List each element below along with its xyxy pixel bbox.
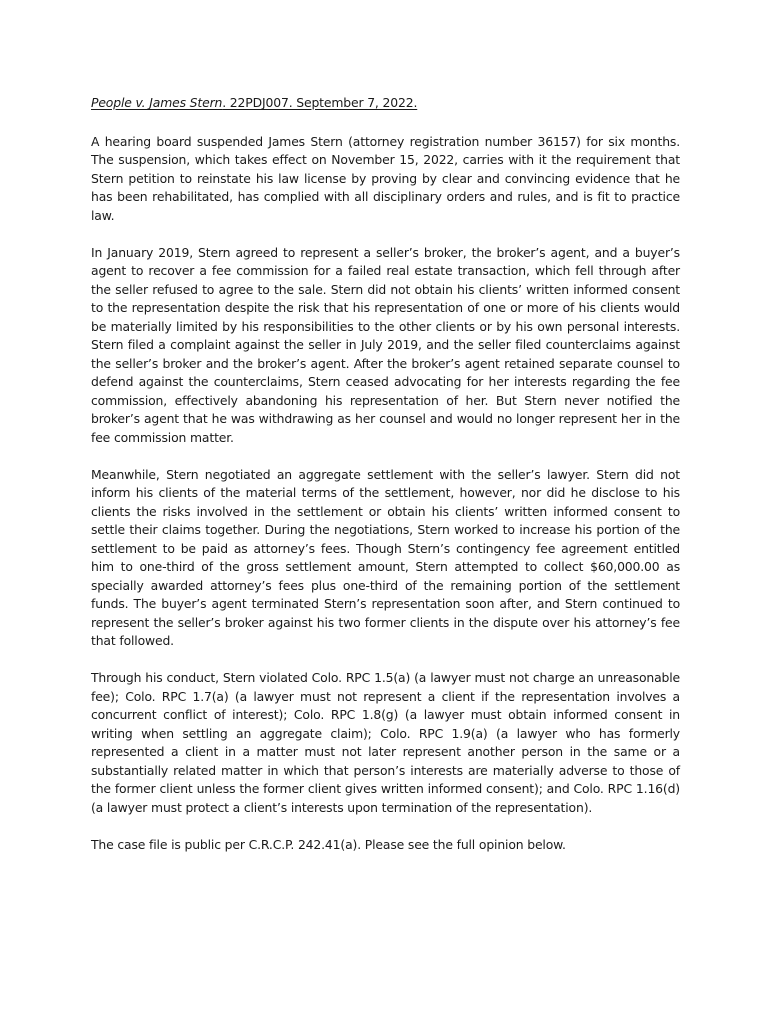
- case-citation-date: . 22PDJ007. September 7, 2022.: [222, 95, 418, 110]
- paragraph-background: In January 2019, Stern agreed to represent a seller’s broker, the broker’s agent, and a buyer’s agent to recover a fee commission for a failed real estate transaction, which fell through after the seller refused to agree to the sale. Stern did not obtain his clients’ written informed consent to the representation despite the risk that his representation of one or more of his clients would be materially limited by his responsibilities to the other clients or by his own personal interests. Stern filed a complaint against the seller in July 2019, and the seller filed counterclaims against the seller’s broker and the broker’s agent. After the broker’s agent retained separate counsel to defend against the counterclaims, Stern ceased advocating for her interests regarding the fee commission, effectively abandoning his representation of her. But Stern never notified the broker’s agent that he was withdrawing as her counsel and would no longer represent her in the fee commission matter.: [91, 244, 680, 445]
- paragraph-summary: A hearing board suspended James Stern (attorney registration number 36157) for six months. The suspension, which takes effect on November 15, 2022, carries with it the requirement that Stern petition to reinstate his law license by proving by clear and convincing evidence that he has been rehabilitated, has complied with all disciplinary orders and rules, and is fit to practice law.: [91, 133, 680, 223]
- document-body: [91, 94, 680, 854]
- paragraph-case-file: The case file is public per C.R.C.P. 242.41(a). Please see the full opinion below.: [91, 836, 566, 852]
- case-heading: [91, 94, 680, 113]
- paragraph-settlement: Meanwhile, Stern negotiated an aggregate settlement with the seller’s lawyer. Stern did not inform his clients of the material terms of the settlement, however, nor did he disclose to his clients the risks involved in the settlement or obtain his clients’ written informed consent to settle their claims together. During the negotiations, Stern worked to increase his portion of the settlement to be paid as attorney’s fees. Though Stern’s contingency fee agreement entitled him to one-third of the gross settlement amount, Stern attempted to collect $60,000.00 as specially awarded attorney’s fees plus one-third of the remaining portion of the settlement funds. The buyer’s agent terminated Stern’s representation soon after, and Stern continued to represent the seller’s broker against his two former clients in the dispute over his attorney’s fee that followed.: [91, 466, 680, 648]
- paragraph-violations: Through his conduct, Stern violated Colo. RPC 1.5(a) (a lawyer must not charge an unreasonable fee); Colo. RPC 1.7(a) (a lawyer must not represent a client if the representation involves a concurrent conflict of interest); Colo. RPC 1.8(g) (a lawyer must obtain informed consent in writing when settling an aggregate claim); Colo. RPC 1.9(a) (a lawyer who has formerly represented a client in a matter must not later represent another person in the same or a substantially related matter in which that person’s interests are materially adverse to those of the former client unless the former client gives written informed consent); and Colo. RPC 1.16(d) (a lawyer must protect a client’s interests upon termination of the representation).: [91, 670, 680, 815]
- case-name: People v. James Stern: [91, 95, 223, 110]
